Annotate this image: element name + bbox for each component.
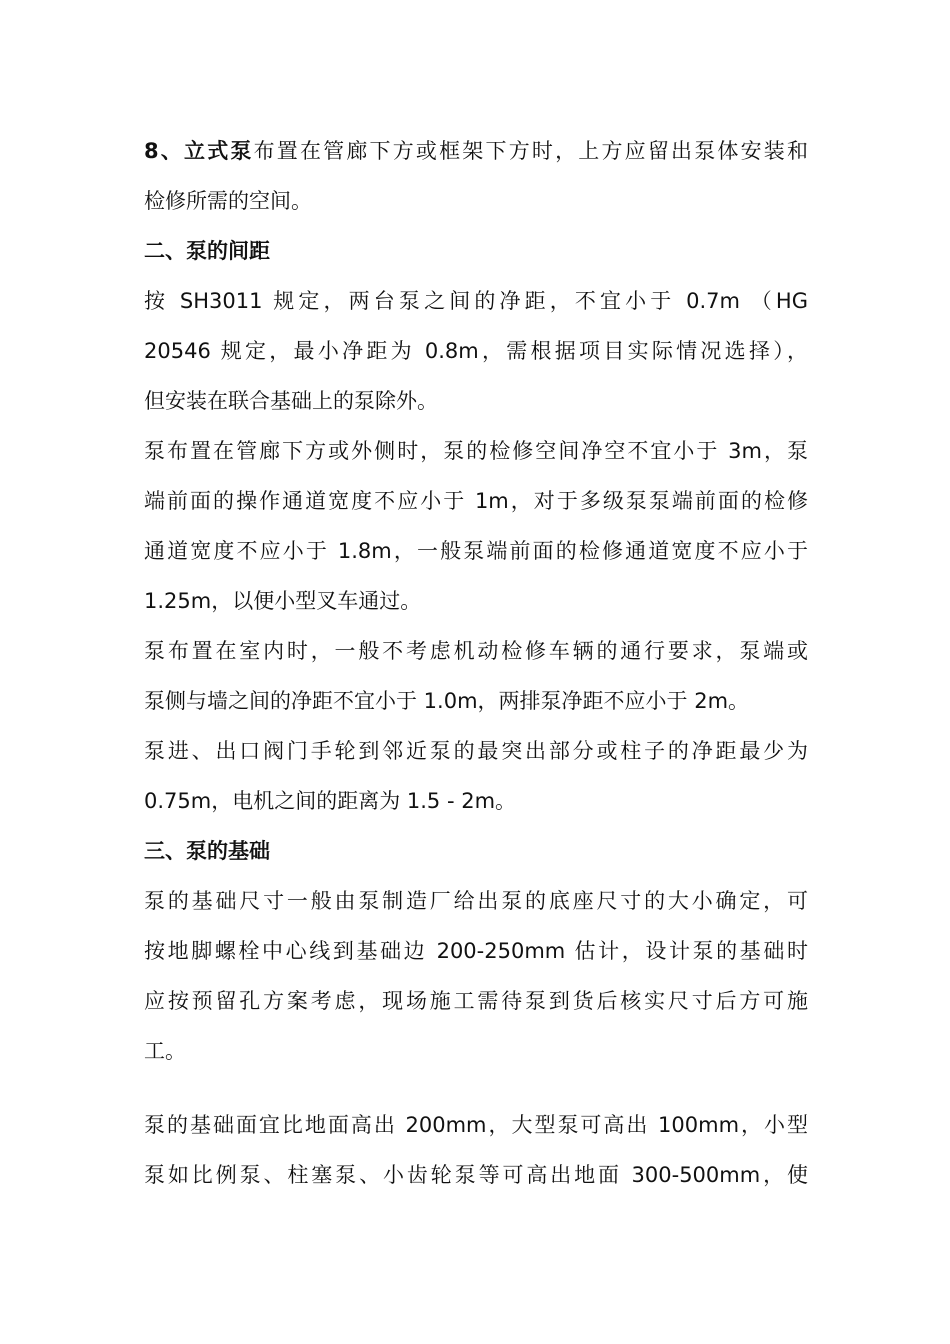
paragraph-line: 泵布置在管廊下方或外侧时，泵的检修空间净空不宜小于 3m，泵 xyxy=(144,439,808,463)
paragraph-text: 布置在管廊下方或框架下方时，上方应留出泵体安装和 xyxy=(253,139,808,163)
paragraph-line: 但安装在联合基础上的泵除外。 xyxy=(144,389,438,413)
item-number: 8、 xyxy=(144,139,184,163)
paragraph-gap xyxy=(144,1076,808,1100)
paragraph-line: 通道宽度不应小于 1.8m，一般泵端前面的检修通道宽度不应小于 xyxy=(144,539,808,563)
paragraph-line: 1.25m，以便小型叉车通过。 xyxy=(144,589,422,613)
section-heading: 三、泵的基础 xyxy=(144,839,270,863)
document-page xyxy=(144,126,808,1200)
paragraph-line xyxy=(144,126,808,176)
paragraph-line: 应按预留孔方案考虑，现场施工需待泵到货后核实尺寸后方可施 xyxy=(144,989,808,1013)
paragraph-line: 端前面的操作通道宽度不应小于 1m，对于多级泵泵端前面的检修 xyxy=(144,489,808,513)
bold-term: 立式泵 xyxy=(184,139,254,163)
paragraph-line: 泵的基础面宜比地面高出 200mm，大型泵可高出 100mm，小型 xyxy=(144,1113,808,1137)
paragraph-line: 按地脚螺栓中心线到基础边 200-250mm 估计，设计泵的基础时 xyxy=(144,939,808,963)
paragraph-line: 检修所需的空间。 xyxy=(144,189,312,213)
section-heading: 二、泵的间距 xyxy=(144,239,270,263)
paragraph-line: 泵侧与墙之间的净距不宜小于 1.0m，两排泵净距不应小于 2m。 xyxy=(144,689,750,713)
paragraph-line: 泵进、出口阀门手轮到邻近泵的最突出部分或柱子的净距最少为 xyxy=(144,739,808,763)
paragraph-line: 按 SH3011 规定，两台泵之间的净距，不宜小于 0.7m （HG xyxy=(144,289,808,313)
paragraph-line: 工。 xyxy=(144,1039,186,1063)
paragraph-line: 0.75m，电机之间的距离为 1.5 - 2m。 xyxy=(144,789,517,813)
paragraph-line: 泵的基础尺寸一般由泵制造厂给出泵的底座尺寸的大小确定，可 xyxy=(144,889,808,913)
paragraph-line: 泵如比例泵、柱塞泵、小齿轮泵等可高出地面 300-500mm，使 xyxy=(144,1163,808,1187)
paragraph-line: 20546 规定，最小净距为 0.8m，需根据项目实际情况选择）， xyxy=(144,339,808,363)
paragraph-line: 泵布置在室内时，一般不考虑机动检修车辆的通行要求，泵端或 xyxy=(144,639,808,663)
